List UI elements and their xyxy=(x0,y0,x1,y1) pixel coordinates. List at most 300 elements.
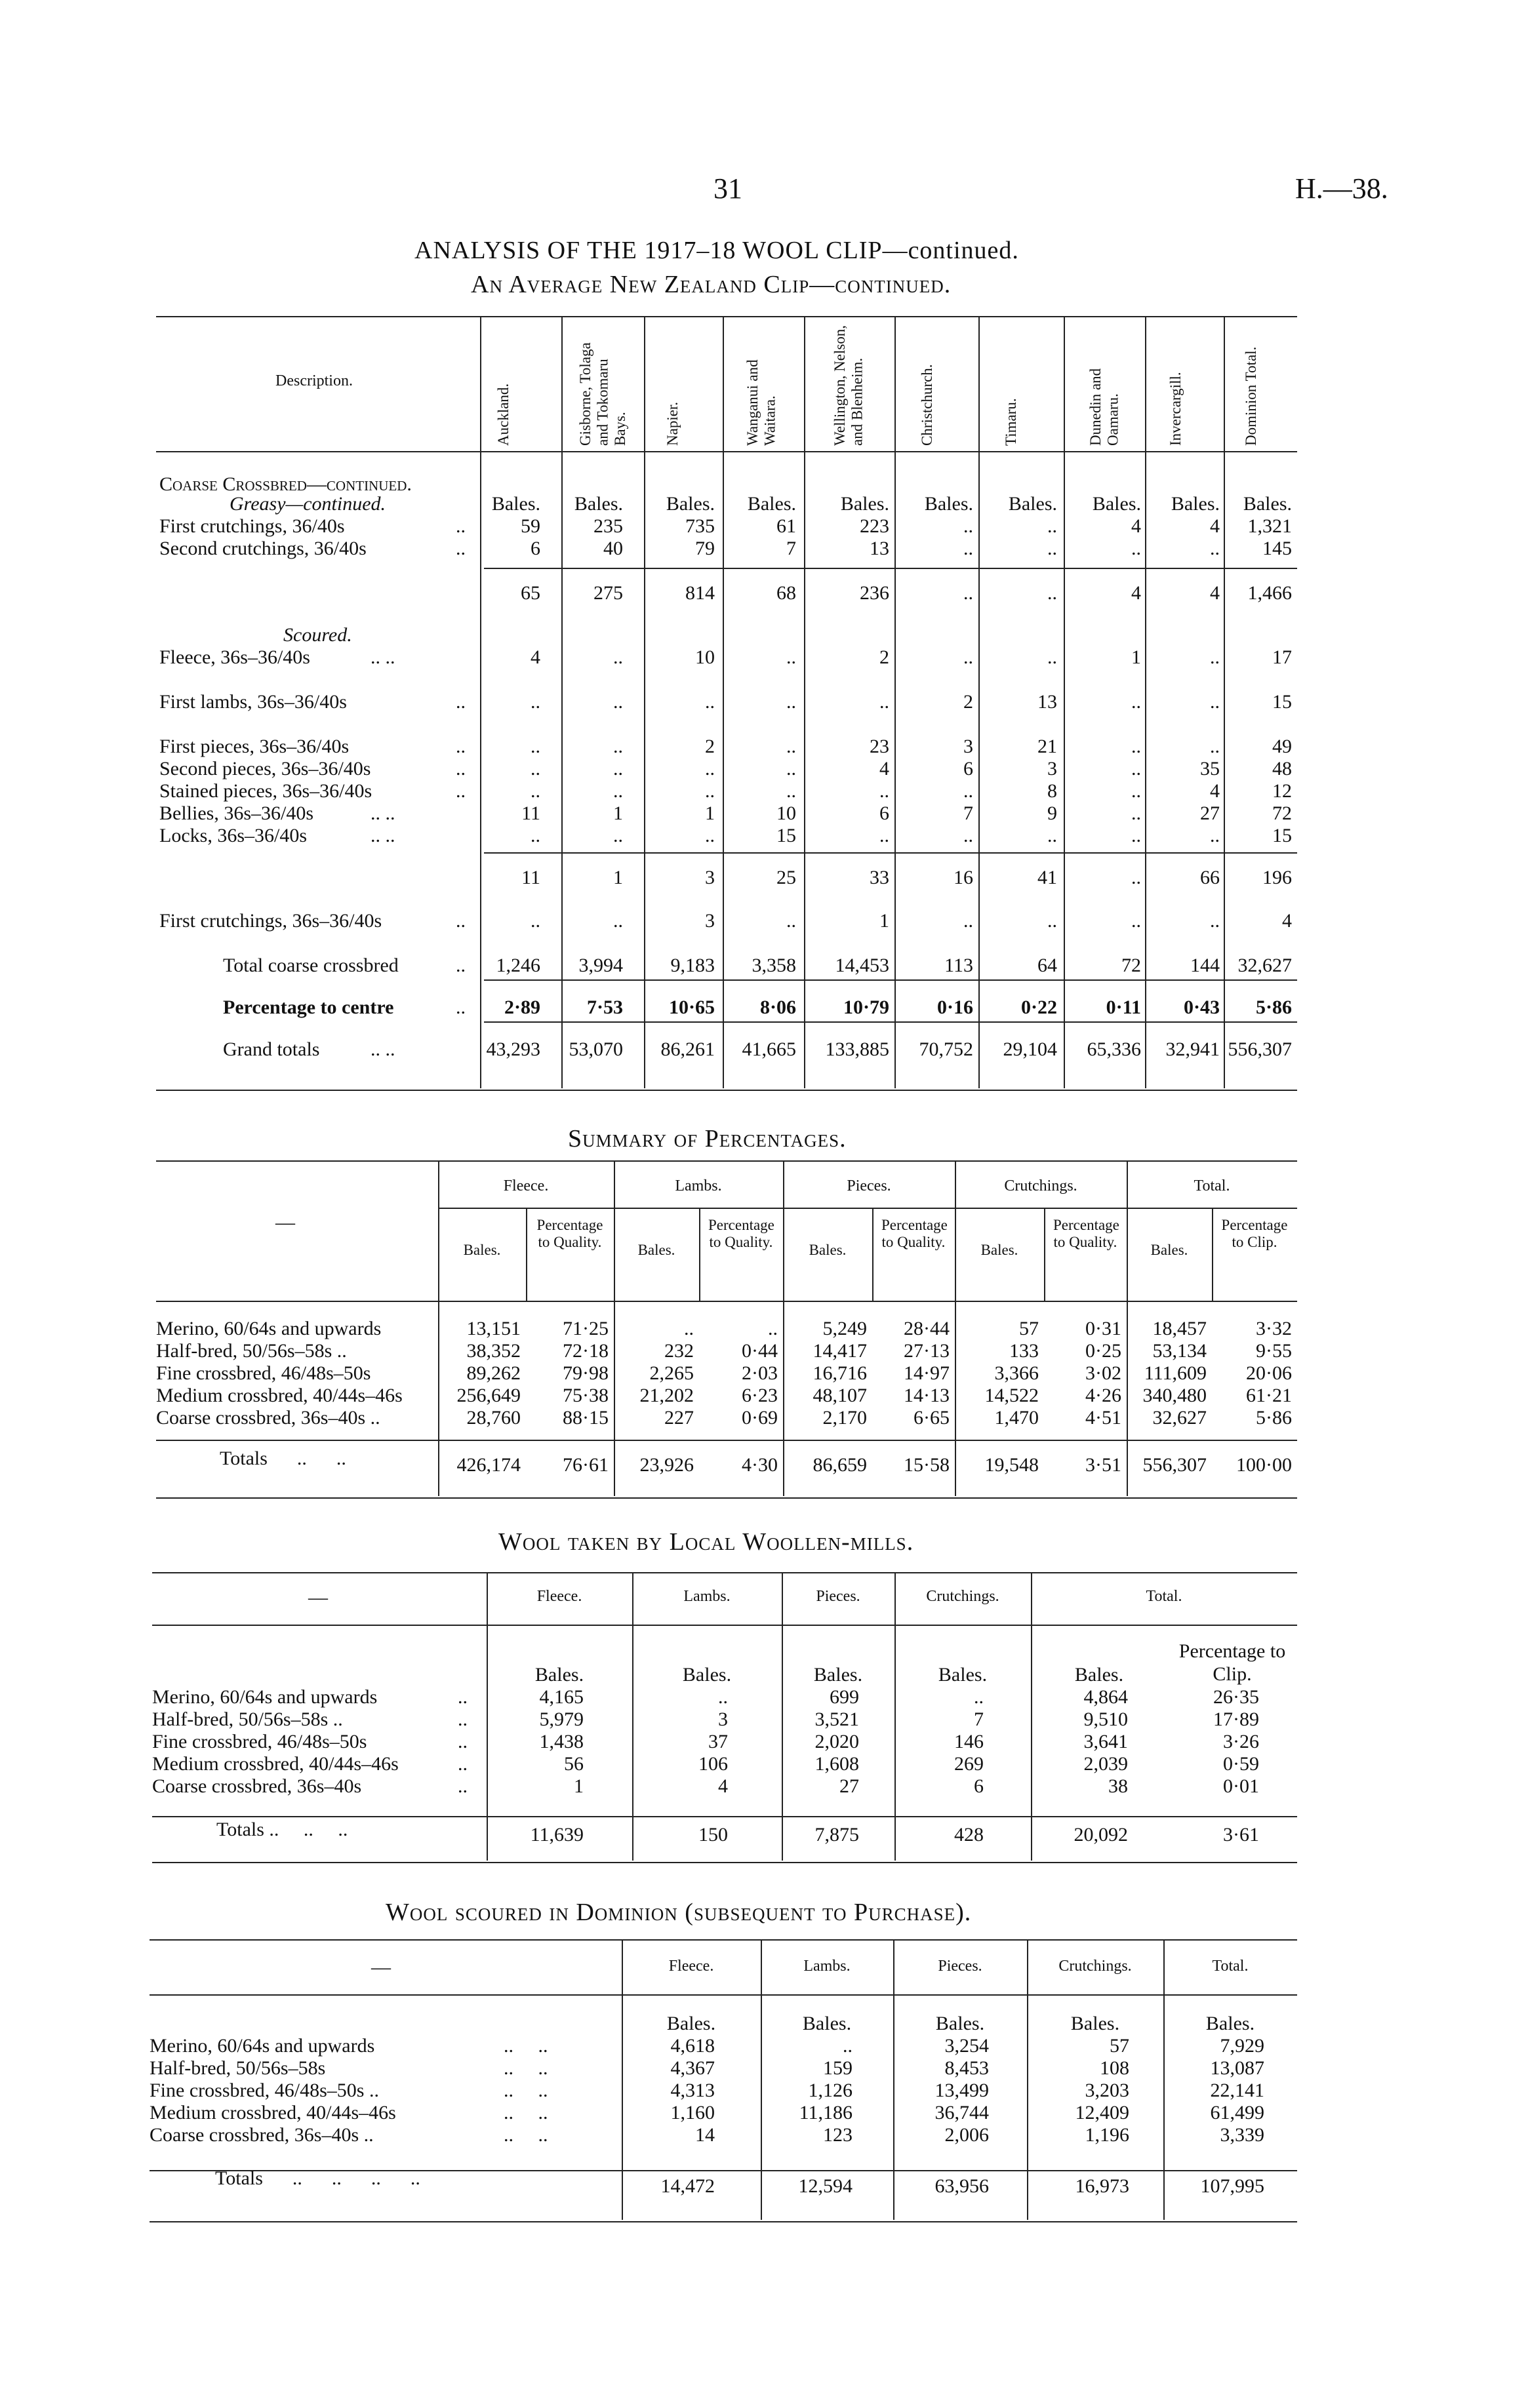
cell-value: .. xyxy=(613,825,623,846)
local-cell: 2,039 xyxy=(1083,1753,1128,1775)
scoured-cell: 13,499 xyxy=(934,2080,989,2101)
cell-value: 16 xyxy=(954,867,973,888)
main-col-rule xyxy=(561,317,563,1088)
scoured-total-cell: 12,594 xyxy=(798,2175,853,2197)
leader-dots: .. .. xyxy=(504,2102,548,2123)
local-total-cell: 3·61 xyxy=(1223,1824,1259,1845)
cell-value: 235 xyxy=(593,515,623,537)
summary-total-cell: 556,307 xyxy=(1142,1454,1207,1476)
summary-cell: 27·13 xyxy=(904,1340,950,1362)
scoured-total-cell: 63,956 xyxy=(934,2175,989,2197)
scoured-row-label: Half-bred, 50/56s–58s xyxy=(150,2057,326,2079)
row-label: Percentage to centre xyxy=(223,997,394,1018)
summary-total-rule xyxy=(156,1440,1297,1441)
subtotal-rule xyxy=(484,568,1297,569)
local-row-label: Half-bred, 50/56s–58s .. xyxy=(152,1708,343,1730)
cell-value: .. xyxy=(613,758,623,780)
summary-cell: 18,457 xyxy=(1152,1318,1207,1339)
cell-value: 68 xyxy=(776,582,796,604)
cell-value: 133,885 xyxy=(825,1038,889,1060)
summary-total-cell: 100·00 xyxy=(1236,1454,1292,1476)
scoured-cell: 22,141 xyxy=(1210,2080,1264,2101)
summary-cell: 21,202 xyxy=(639,1385,694,1406)
cell-value: 21 xyxy=(1037,736,1057,757)
cell-value: 4 xyxy=(879,758,889,780)
summary-cell: 57 xyxy=(1019,1318,1039,1339)
summary-sub-header: Bales. xyxy=(637,1242,675,1258)
summary-cell: 88·15 xyxy=(563,1407,609,1429)
cell-value: 72 xyxy=(1272,802,1292,824)
cell-value: 4 xyxy=(531,646,540,668)
description-header: Description. xyxy=(275,372,353,389)
summary-cell: 9·55 xyxy=(1256,1340,1292,1362)
local-total-cell: 7,875 xyxy=(814,1824,859,1845)
main-col-rule xyxy=(480,317,481,1088)
cell-value: .. xyxy=(963,582,973,604)
scoured-bottom-rule xyxy=(150,2221,1297,2222)
summary-cell: 89,262 xyxy=(466,1362,521,1384)
cell-value: Bales. xyxy=(924,493,973,515)
summary-total-cell: 4·30 xyxy=(742,1454,778,1476)
local-cell: 4 xyxy=(718,1775,728,1797)
main-col-rule xyxy=(894,317,896,1088)
summary-sub-header: Bales. xyxy=(809,1242,847,1258)
scoured-cell: 57 xyxy=(1110,2035,1129,2057)
scoured-heading: Scoured. xyxy=(283,624,352,646)
cell-value: .. xyxy=(786,691,796,713)
summary-group-header: Lambs. xyxy=(675,1177,722,1194)
cell-value: 1 xyxy=(613,802,623,824)
cell-value: .. xyxy=(613,646,623,668)
cell-value: 15 xyxy=(1272,825,1292,846)
cell-value: Bales. xyxy=(747,493,796,515)
cell-value: 7 xyxy=(963,802,973,824)
cell-value: .. xyxy=(786,736,796,757)
cell-value: 7 xyxy=(786,538,796,559)
summary-sub-header: Bales. xyxy=(1150,1242,1188,1258)
cell-value: .. xyxy=(1210,646,1220,668)
main-table-top-rule xyxy=(156,316,1297,317)
cell-value: 17 xyxy=(1272,646,1292,668)
scoured-cell: 123 xyxy=(823,2124,853,2146)
cell-value: Bales. xyxy=(491,493,540,515)
cell-value: 3,994 xyxy=(578,955,623,976)
local-unit-header: Bales. xyxy=(813,1664,863,1686)
leader-dots: .. xyxy=(456,691,466,713)
summary-cell: 38,352 xyxy=(466,1340,521,1362)
cell-value: .. xyxy=(879,780,889,802)
cell-value: 10·79 xyxy=(843,997,889,1018)
local-cell: 3,521 xyxy=(814,1708,859,1730)
cell-value: 1 xyxy=(705,802,715,824)
summary-cell: 20·06 xyxy=(1246,1362,1292,1384)
scoured-cell: 1,126 xyxy=(808,2080,853,2101)
cell-value: 4 xyxy=(1210,780,1220,802)
local-unit-header: Bales. xyxy=(534,1664,584,1686)
cell-value: 12 xyxy=(1272,780,1292,802)
cell-value: 8·06 xyxy=(759,997,796,1018)
summary-total-cell: 23,926 xyxy=(639,1454,694,1476)
cell-value: 43,293 xyxy=(486,1038,540,1060)
summary-sub-header: Percentage to Quality. xyxy=(708,1217,774,1251)
cell-value: 41,665 xyxy=(742,1038,796,1060)
scoured-cell: 61,499 xyxy=(1210,2102,1264,2123)
summary-row-label: Merino, 60/64s and upwards xyxy=(156,1318,382,1339)
cell-value: .. xyxy=(1131,691,1141,713)
cell-value: .. xyxy=(613,780,623,802)
summary-cell: 14,522 xyxy=(984,1385,1039,1406)
local-cell: 1 xyxy=(574,1775,584,1797)
local-cell: 1,608 xyxy=(814,1753,859,1775)
page-reference: H.—38. xyxy=(1295,172,1388,205)
summary-cell: 28·44 xyxy=(904,1318,950,1339)
cell-value: 32,941 xyxy=(1165,1038,1220,1060)
local-unit-header: Bales. xyxy=(938,1664,988,1686)
cell-value: 6 xyxy=(963,758,973,780)
scoured-unit-header: Bales. xyxy=(1070,2013,1120,2034)
row-label: First crutchings, 36s–36/40s xyxy=(159,910,382,932)
cell-value: .. xyxy=(1210,910,1220,932)
cell-value: .. xyxy=(705,758,715,780)
cell-value: .. xyxy=(531,691,540,713)
row-label: Stained pieces, 36s–36/40s xyxy=(159,780,372,802)
local-cell: 3 xyxy=(718,1708,728,1730)
cell-value: .. xyxy=(531,825,540,846)
summary-cell: 71·25 xyxy=(563,1318,609,1339)
cell-value: .. xyxy=(1047,910,1057,932)
scoured-cell: 1,160 xyxy=(670,2102,715,2123)
main-col-header: Dominion Total. xyxy=(1243,346,1259,446)
scoured-top-rule xyxy=(150,1939,1297,1941)
main-col-header: Invercargill. xyxy=(1167,372,1184,446)
local-unit-header: Percentage to Clip. xyxy=(1178,1640,1286,1685)
cell-value: 1,246 xyxy=(496,955,540,976)
cell-value: 41 xyxy=(1037,867,1057,888)
cell-value: 11 xyxy=(521,867,540,888)
cell-value: 3,358 xyxy=(752,955,796,976)
scoured-cell: 36,744 xyxy=(934,2102,989,2123)
local-col-header: Pieces. xyxy=(816,1588,860,1605)
cell-value: 9 xyxy=(1047,802,1057,824)
scoured-cell: 11,186 xyxy=(799,2102,853,2123)
summary-cell: 3·02 xyxy=(1085,1362,1121,1384)
local-mills-title: Wool taken by Local Woollen-mills. xyxy=(498,1528,914,1556)
summary-group-header: Fleece. xyxy=(503,1177,549,1194)
cell-value: 79 xyxy=(695,538,715,559)
summary-cell: 0·25 xyxy=(1085,1340,1121,1362)
cell-value: 27 xyxy=(1200,802,1220,824)
local-cell: .. xyxy=(974,1686,984,1708)
cell-value: .. xyxy=(963,825,973,846)
leader-dots: .. xyxy=(458,1708,468,1730)
row-label: Locks, 36s–36/40s xyxy=(159,825,307,846)
summary-cell: 61·21 xyxy=(1246,1385,1292,1406)
local-cell: 3,641 xyxy=(1083,1731,1128,1752)
cell-value: 1,466 xyxy=(1247,582,1292,604)
local-total-cell: 20,092 xyxy=(1074,1824,1128,1845)
summary-cell: 75·38 xyxy=(563,1385,609,1406)
summary-cell: 6·23 xyxy=(742,1385,778,1406)
summary-cell: 3·32 xyxy=(1256,1318,1292,1339)
cell-value: 13 xyxy=(870,538,889,559)
cell-value: 814 xyxy=(685,582,715,604)
summary-sub-header: Percentage to Clip. xyxy=(1221,1217,1288,1251)
leader-dots: .. .. xyxy=(504,2124,548,2146)
summary-cell: 1,470 xyxy=(994,1407,1039,1429)
leader-dots: .. .. xyxy=(371,1038,395,1060)
cell-value: 236 xyxy=(860,582,889,604)
local-col-header: Total. xyxy=(1146,1588,1182,1605)
cell-value: .. xyxy=(963,910,973,932)
cell-value: 145 xyxy=(1262,538,1292,559)
cell-value: 0·16 xyxy=(936,997,973,1018)
leader-dots: .. xyxy=(456,538,466,559)
summary-sub-header: Percentage to Quality. xyxy=(536,1217,603,1251)
local-row-label: Merino, 60/64s and upwards xyxy=(152,1686,378,1708)
cell-value: .. xyxy=(1131,825,1141,846)
leader-dots: .. xyxy=(456,910,466,932)
cell-value: 53,070 xyxy=(569,1038,623,1060)
cell-value: .. xyxy=(1131,910,1141,932)
summary-cell: 0·69 xyxy=(742,1407,778,1429)
cell-value: .. xyxy=(786,910,796,932)
cell-value: 35 xyxy=(1200,758,1220,780)
cell-value: .. xyxy=(879,825,889,846)
local-cell: 146 xyxy=(954,1731,984,1752)
scoured-unit-header: Bales. xyxy=(935,2013,985,2034)
cell-value: 113 xyxy=(944,955,973,976)
scoured-cell: 4,313 xyxy=(670,2080,715,2101)
summary-row-label: Medium crossbred, 40/44s–46s xyxy=(156,1385,403,1406)
cell-value: .. xyxy=(963,646,973,668)
local-unit-header: Bales. xyxy=(1074,1664,1124,1686)
cell-value: 4 xyxy=(1131,515,1141,537)
cell-value: .. xyxy=(786,758,796,780)
local-col-header: Lambs. xyxy=(683,1588,731,1605)
local-total-rule xyxy=(152,1816,1297,1817)
local-row-label: Fine crossbred, 46/48s–50s xyxy=(152,1731,367,1752)
main-col-rule xyxy=(644,317,645,1088)
cell-value: 0·43 xyxy=(1183,997,1220,1018)
main-col-header: Timaru. xyxy=(1003,398,1019,446)
cell-value: 2 xyxy=(705,736,715,757)
cell-value: .. xyxy=(613,736,623,757)
main-col-header: Napier. xyxy=(664,401,681,446)
row-label: Fleece, 36s–36/40s xyxy=(159,646,310,668)
cell-value: .. xyxy=(963,515,973,537)
scoured-cell: 2,006 xyxy=(944,2124,989,2146)
local-cell: 106 xyxy=(698,1753,728,1775)
cell-value: .. xyxy=(963,780,973,802)
leader-dots: .. .. xyxy=(371,646,395,668)
cell-value: 8 xyxy=(1047,780,1057,802)
summary-total-cell: 19,548 xyxy=(984,1454,1039,1476)
scoured-col-header: Total. xyxy=(1212,1958,1249,1975)
summary-group-header: Total. xyxy=(1194,1177,1230,1194)
summary-cell: 227 xyxy=(664,1407,694,1429)
local-bottom-rule xyxy=(152,1862,1297,1863)
cell-value: 59 xyxy=(521,515,540,537)
scoured-unit-header: Bales. xyxy=(666,2013,716,2034)
leader-dots: .. xyxy=(456,758,466,780)
summary-cell: 6·65 xyxy=(914,1407,950,1429)
scoured-row-label: Merino, 60/64s and upwards xyxy=(150,2035,375,2057)
main-col-header: Wellington, Nelson, and Blenheim. xyxy=(832,325,866,446)
cell-value: .. xyxy=(1047,515,1057,537)
local-dash: — xyxy=(308,1587,328,1608)
leader-dots: .. xyxy=(456,780,466,802)
main-col-header: Dunedin and Oamaru. xyxy=(1087,368,1121,446)
row-label: Second pieces, 36s–36/40s xyxy=(159,758,371,780)
cell-value: 66 xyxy=(1200,867,1220,888)
cell-value: Bales. xyxy=(840,493,889,515)
cell-value: 2·89 xyxy=(504,997,540,1018)
summary-title: Summary of Percentages. xyxy=(568,1125,847,1153)
summary-cell: 2·03 xyxy=(742,1362,778,1384)
cell-value: 1 xyxy=(1131,646,1141,668)
summary-sub-header: Percentage to Quality. xyxy=(881,1217,948,1251)
cell-value: .. xyxy=(1047,825,1057,846)
cell-value: 4 xyxy=(1210,515,1220,537)
cell-value: 0·11 xyxy=(1106,997,1141,1018)
cell-value: .. xyxy=(1210,691,1220,713)
cell-value: .. xyxy=(705,691,715,713)
page-number: 31 xyxy=(713,172,742,205)
cell-value: 10·65 xyxy=(668,997,715,1018)
cell-value: 3 xyxy=(705,867,715,888)
cell-value: .. xyxy=(531,736,540,757)
local-cell: 1,438 xyxy=(539,1731,584,1752)
local-cell: 7 xyxy=(974,1708,984,1730)
local-cell: 0·59 xyxy=(1223,1753,1259,1775)
scoured-total-cell: 14,472 xyxy=(660,2175,715,2197)
cell-value: .. xyxy=(1047,646,1057,668)
cell-value: .. xyxy=(1131,802,1141,824)
summary-total-cell: 426,174 xyxy=(456,1454,521,1476)
local-row-label: Medium crossbred, 40/44s–46s xyxy=(152,1753,399,1775)
cell-value: 3 xyxy=(1047,758,1057,780)
cell-value: .. xyxy=(1131,538,1141,559)
local-cell: 269 xyxy=(954,1753,984,1775)
cell-value: .. xyxy=(1131,736,1141,757)
summary-row-label: Fine crossbred, 46/48s–50s xyxy=(156,1362,371,1384)
cell-value: Bales. xyxy=(1092,493,1141,515)
summary-cell: 53,134 xyxy=(1152,1340,1207,1362)
scoured-cell: 159 xyxy=(823,2057,853,2079)
scoured-cell: 4,618 xyxy=(670,2035,715,2057)
summary-cell: 14,417 xyxy=(813,1340,867,1362)
local-cell: 3·26 xyxy=(1223,1731,1259,1752)
local-cell: 37 xyxy=(708,1731,728,1752)
summary-bottom-rule xyxy=(156,1497,1297,1499)
row-label: Grand totals xyxy=(223,1038,320,1060)
cell-value: .. xyxy=(1131,780,1141,802)
cell-value: 9,183 xyxy=(670,955,715,976)
summary-totals-label: Totals .. .. xyxy=(220,1448,346,1469)
cell-value: .. xyxy=(531,758,540,780)
cell-value: 3 xyxy=(705,910,715,932)
main-col-header: Auckland. xyxy=(495,383,512,446)
main-col-rule xyxy=(1224,317,1225,1088)
cell-value: 10 xyxy=(695,646,715,668)
summary-cell: 111,609 xyxy=(1144,1362,1207,1384)
summary-header-rule xyxy=(156,1301,1297,1302)
summary-cell: 14·97 xyxy=(904,1362,950,1384)
cell-value: 5·86 xyxy=(1255,997,1292,1018)
cell-value: 72 xyxy=(1121,955,1141,976)
local-col-header: Fleece. xyxy=(536,1588,582,1605)
main-col-rule xyxy=(723,317,724,1088)
cell-value: 48 xyxy=(1272,758,1292,780)
summary-cell: 28,760 xyxy=(466,1407,521,1429)
cell-value: 14,453 xyxy=(835,955,889,976)
summary-cell: 3,366 xyxy=(994,1362,1039,1384)
cell-value: 40 xyxy=(603,538,623,559)
scoured-title: Wool scoured in Dominion (subsequent to Purchase). xyxy=(386,1899,972,1926)
cell-value: .. xyxy=(1047,582,1057,604)
cell-value: 61 xyxy=(776,515,796,537)
scoured-cell: 1,196 xyxy=(1085,2124,1129,2146)
cell-value: 7·53 xyxy=(586,997,623,1018)
summary-cell: 0·44 xyxy=(742,1340,778,1362)
cell-value: .. xyxy=(879,691,889,713)
leader-dots: .. xyxy=(458,1775,468,1797)
summary-row-label: Coarse crossbred, 36s–40s .. xyxy=(156,1407,380,1429)
cell-value: .. xyxy=(1131,867,1141,888)
cell-value: Bales. xyxy=(1008,493,1057,515)
cell-value: 23 xyxy=(870,736,889,757)
main-col-rule xyxy=(1064,317,1065,1088)
section-heading: Coarse Crossbred—continued. xyxy=(159,473,412,495)
main-col-header: Christchurch. xyxy=(919,364,935,446)
summary-sub-header: Percentage to Quality. xyxy=(1053,1217,1119,1251)
leader-dots: .. xyxy=(458,1731,468,1752)
summary-cell: 5,249 xyxy=(822,1318,867,1339)
summary-total-cell: 76·61 xyxy=(563,1454,609,1476)
scoured-header-rule xyxy=(150,1994,1297,1996)
cell-value: 10 xyxy=(776,802,796,824)
cell-value: .. xyxy=(613,691,623,713)
cell-value: 275 xyxy=(593,582,623,604)
summary-cell: 133 xyxy=(1009,1340,1039,1362)
summary-cell: 5·86 xyxy=(1256,1407,1292,1429)
cell-value: 735 xyxy=(685,515,715,537)
main-col-rule xyxy=(804,317,805,1088)
summary-cell: .. xyxy=(684,1318,694,1339)
leader-dots: .. xyxy=(456,955,466,976)
cell-value: 33 xyxy=(870,867,889,888)
summary-cell: 4·51 xyxy=(1085,1407,1121,1429)
summary-total-cell: 15·58 xyxy=(904,1454,950,1476)
local-cell: 699 xyxy=(830,1686,859,1708)
summary-total-cell: 3·51 xyxy=(1085,1454,1121,1476)
summary-sub-header: Bales. xyxy=(463,1242,501,1258)
summary-cell: 13,151 xyxy=(466,1318,521,1339)
cell-value: 4 xyxy=(1210,582,1220,604)
scoured-cell: .. xyxy=(843,2035,853,2057)
summary-sub-header: Bales. xyxy=(980,1242,1018,1258)
local-cell: 6 xyxy=(974,1775,984,1797)
leader-dots: .. xyxy=(456,997,466,1018)
cell-value: 64 xyxy=(1037,955,1057,976)
scoured-col-header: Crutchings. xyxy=(1058,1958,1132,1975)
cell-value: .. xyxy=(1210,825,1220,846)
cell-value: .. xyxy=(786,646,796,668)
summary-group-header: Pieces. xyxy=(847,1177,891,1194)
scoured-row-label: Fine crossbred, 46/48s–50s .. xyxy=(150,2080,379,2101)
local-cell: 9,510 xyxy=(1083,1708,1128,1730)
cell-value: 25 xyxy=(776,867,796,888)
